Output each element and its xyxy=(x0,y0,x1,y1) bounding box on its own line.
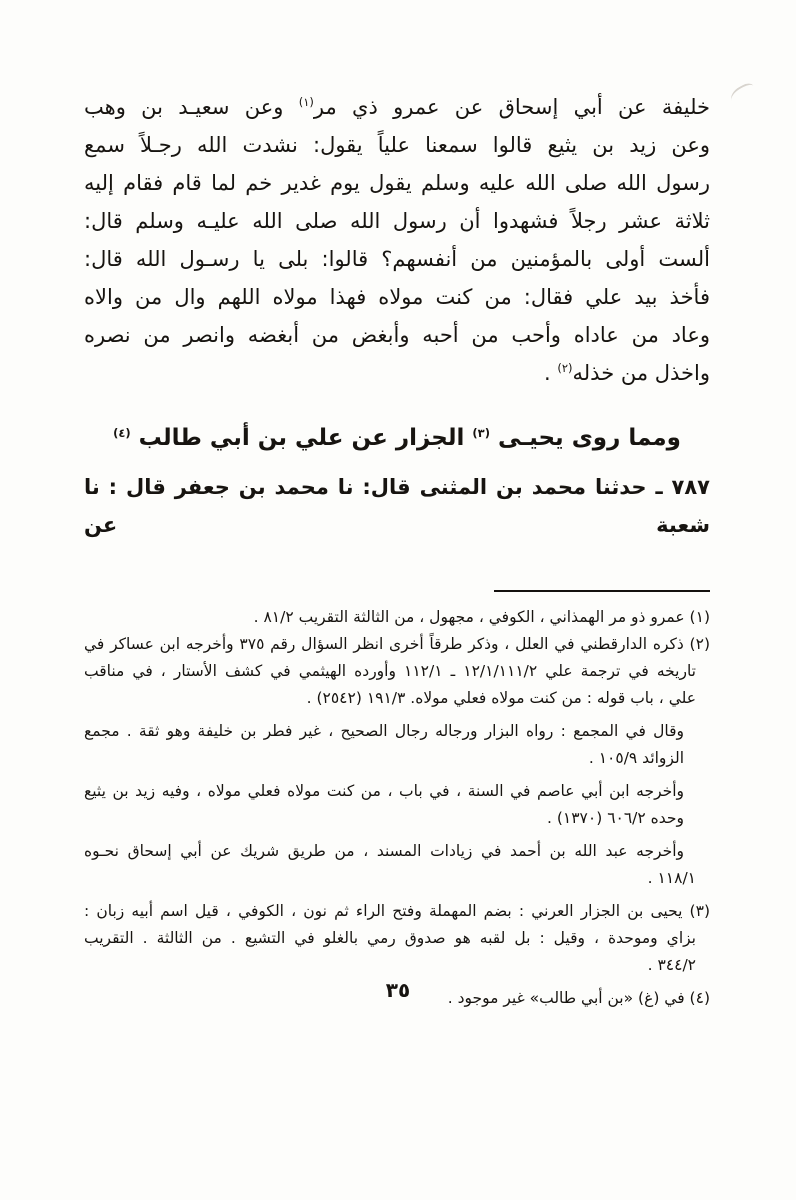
footnote-ref-2: (٢) xyxy=(557,361,573,375)
footnote-3-cont xyxy=(84,925,710,952)
text-segment: (٢) ذكره الدارقطني في العلل ، وذكر طرقاً أخرى انظر السؤال رقم ٣٧٥ وأخرجه ابن عساكر في xyxy=(84,635,710,653)
body-line xyxy=(84,278,710,316)
text-segment: ١١٨/١ . xyxy=(647,869,696,887)
text-segment: تاريخه في ترجمة علي ١٢/١/١١١/٢ ـ ١١٢/١ وأورده الهيثمي في كشف الأستار ، في مناقب xyxy=(84,662,696,680)
body-line xyxy=(84,354,710,392)
body-line xyxy=(84,316,710,354)
chapter-heading-text xyxy=(84,418,710,458)
footnote-2-cont xyxy=(84,805,710,832)
footnote-separator xyxy=(494,590,710,592)
text-segment: وعن سعيـد بن وهب xyxy=(84,95,299,119)
footnotes-block xyxy=(84,604,710,1012)
footnote-ref-4: (٤) xyxy=(113,426,131,440)
footnote-ref-1: (١) xyxy=(298,95,314,109)
text-segment: علي ، باب قوله : من كنت مولاه فعلي مولاه. ١٩١/٣ (٢٥٤٢) . xyxy=(306,689,696,707)
footnote-2-cont xyxy=(84,865,710,892)
footnote-2-cont xyxy=(84,838,710,865)
footnote-3-cont xyxy=(84,952,710,979)
text-segment: واخذل من خذله xyxy=(572,361,710,385)
text-segment: ألست أولى بالمؤمنين من أنفسهم؟ قالوا: بلى يا رسـول الله قال: xyxy=(84,247,710,271)
scan-artifact xyxy=(728,81,758,107)
footnote-2 xyxy=(84,631,710,658)
text-segment: بزاي وموحدة ، وقيل : بل لقبه هو صدوق رمي بالغلو في التشيع . من الثالثة . التقريب xyxy=(84,929,696,947)
page-number: ٣٥ xyxy=(385,978,411,1002)
page-text-block xyxy=(84,88,710,1012)
footnote-ref-3: (٣) xyxy=(472,426,490,440)
hadith-787-text xyxy=(84,468,710,544)
text-segment: الزوائد ١٠٥/٩ . xyxy=(588,749,684,767)
footnote-2-cont xyxy=(84,685,710,712)
text-segment: (٤) في (غ) «بن أبي طالب» غير موجود . xyxy=(447,989,710,1007)
hadith-787-line xyxy=(84,468,710,544)
body-line xyxy=(84,240,710,278)
text-segment: وأخرجه عبد الله بن أحمد في زيادات المسند ، من طريق شريك عن أبي إسحاق نحـوه xyxy=(84,842,684,860)
text-segment: ومما روى يحيـى xyxy=(489,425,681,451)
body-line xyxy=(84,88,710,126)
body-line xyxy=(84,202,710,240)
text-segment: وعن زيد بن يثيع قالوا سمعنا علياً يقول: نشدت الله رجـلاً سمع xyxy=(84,133,710,157)
footnote-2-cont xyxy=(84,718,710,745)
footnote-2-cont xyxy=(84,658,710,685)
text-segment: ٧٨٧ ـ حدثنا محمد بن المثنى قال: نا محمد بن جعفر قال : نا شعبة عن xyxy=(84,475,710,537)
text-segment: وحده ٦٠٦/٢ (١٣٧٠) . xyxy=(547,809,684,827)
footnote-2-cont xyxy=(84,745,710,772)
text-segment: ثلاثة عشر رجلاً فشهدوا أن رسول الله صلى الله عليـه وسلم قال: xyxy=(84,209,710,233)
body-line xyxy=(84,164,710,202)
footnote-1 xyxy=(84,604,710,631)
text-segment: وأخرجه ابن أبي عاصم في السنة ، في باب ، من كنت مولاه فعلي مولاه ، وفيه زيد بن يثيع xyxy=(84,782,684,800)
text-segment: ٣٤٤/٢ . xyxy=(647,956,696,974)
text-segment: فأخذ بيد علي فقال: من كنت مولاه فهذا مولاه اللهم وال من والاه xyxy=(84,285,710,309)
text-segment: (١) عمرو ذو مر الهمذاني ، الكوفي ، مجهول ، من الثالثة التقريب ٨١/٢ . xyxy=(253,608,710,626)
hadith-body-paragraph xyxy=(84,88,710,392)
text-segment: . xyxy=(543,361,558,385)
text-segment: الجزار عن علي بن أبي طالب xyxy=(130,425,473,451)
footnote-2-cont xyxy=(84,778,710,805)
text-segment: رسول الله صلى الله عليه وسلم يقول يوم غدير خم لما قام فقام إليه xyxy=(84,171,710,195)
footnote-3 xyxy=(84,898,710,925)
text-segment: (٣) يحيى بن الجزار العرني : بضم المهملة وفتح الراء ثم نون ، الكوفي ، قيل اسم أبيه زبان : xyxy=(84,902,710,920)
body-line xyxy=(84,126,710,164)
text-segment: وقال في المجمع : رواه البزار ورجاله رجال الصحيح ، غير فطر بن خليفة وهو ثقة . مجمع xyxy=(84,722,684,740)
text-segment: خليفة عن أبي إسحاق عن عمرو ذي مر xyxy=(313,95,710,119)
text-segment: وعاد من عاداه وأحب من أحبه وأبغض من أبغضه وانصر من نصره xyxy=(84,323,710,347)
chapter-heading xyxy=(84,418,710,458)
